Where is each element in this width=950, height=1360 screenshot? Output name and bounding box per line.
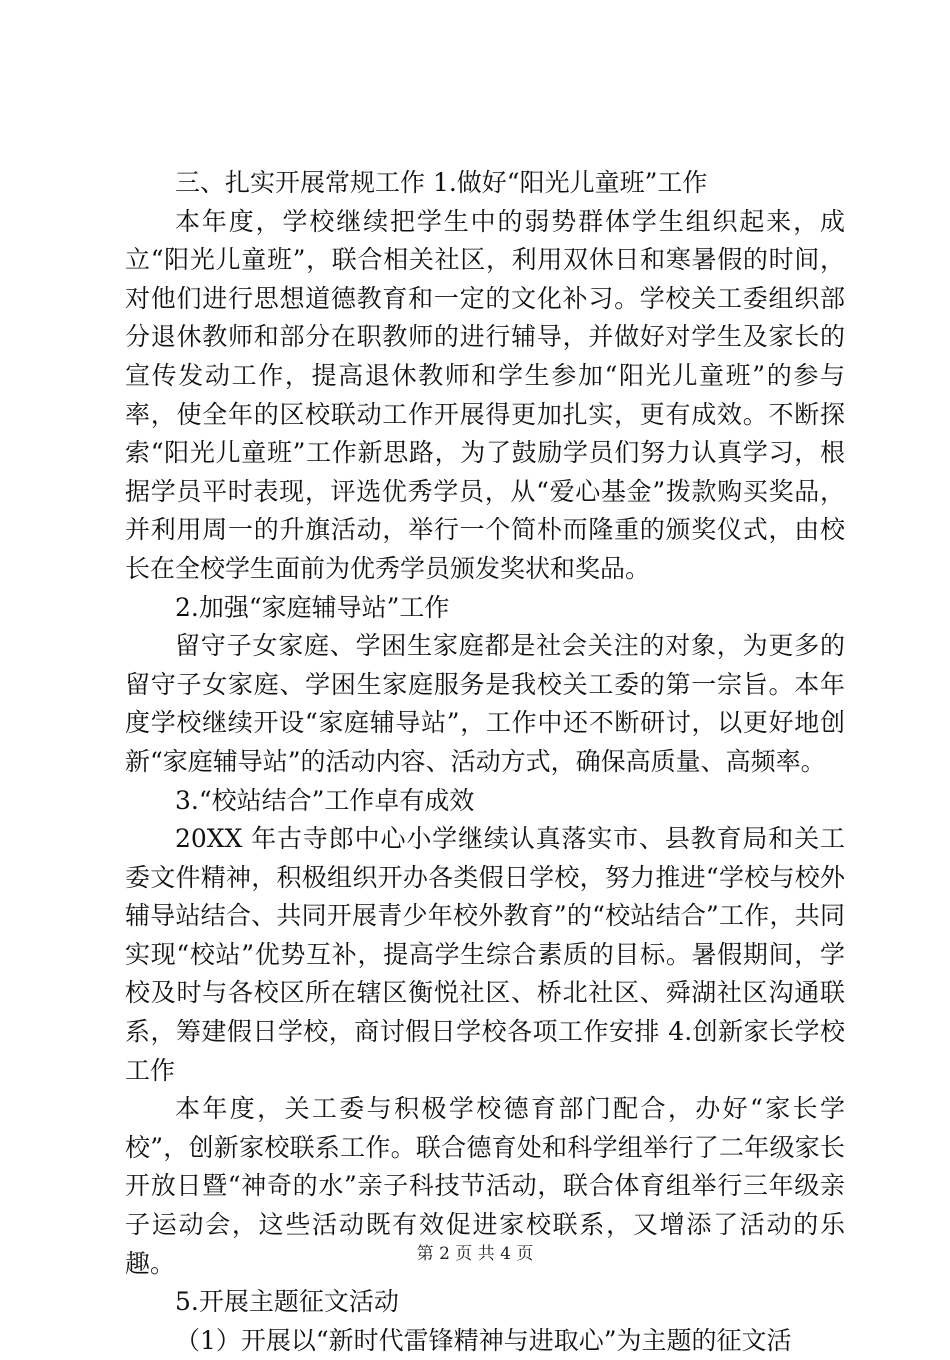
- paragraph-heading-essay: 5.开展主题征文活动: [175, 1287, 399, 1317]
- paragraph-essay-item-1: （1）开展以“新时代雷锋精神与进取心”为主题的征文活: [175, 1325, 792, 1355]
- document-body: [125, 164, 845, 1360]
- paragraph-heading-family-station: 2.加强“家庭辅导站”工作: [175, 592, 450, 622]
- paragraph-family-station: 留守子女家庭、学困生家庭都是社会关注的对象，为更多的留守子女家庭、学困生家庭服务是我校关工委的第一宗旨。本年度学校继续开设“家庭辅导站”，工作中还不断研讨，以更好地创新“家庭辅导站”的活动内容、活动方式，确保高质量、高频率。: [125, 631, 845, 776]
- paragraph-school-station: 20XX 年古寺郎中心小学继续认真落实市、县教育局和关工委文件精神，积极组织开办各类假日学校，努力推进“学校与校外辅导站结合、共同开展青少年校外教育”的“校站结合”工作，共同实现“校站”优势互补，提高学生综合素质的目标。暑假期间，学校及时与各校区所在辖区衡悦社区、桥北社区、舜湖社区沟通联系，筹建假日学校，商讨假日学校各项工作安排 4.创新家长学校工作: [125, 824, 845, 1085]
- paragraph-heading-school-station: 3.“校站结合”工作卓有成效: [175, 785, 475, 815]
- page-number-footer: 第 2 页 共 4 页: [416, 1244, 534, 1264]
- paragraph-parent-school: 本年度，关工委与积极学校德育部门配合，办好“家长学校”，创新家校联系工作。联合德育处和科学组举行了二年级家长开放日暨“神奇的水”亲子科技节活动，联合体育组举行三年级亲子运动会，这些活动既有效促进家校联系，又增添了活动的乐趣。: [125, 1094, 845, 1278]
- paragraph-section-heading: 三、扎实开展常规工作 1.做好“阳光儿童班”工作: [175, 168, 708, 197]
- paragraph-sunshine-class: 本年度，学校继续把学生中的弱势群体学生组织起来，成立“阳光儿童班”，联合相关社区，利用双休日和寒暑假的时间，对他们进行思想道德教育和一定的文化补习。学校关工委组织部分退休教师和部分在职教师的进行辅导，并做好对学生及家长的宣传发动工作，提高退休教师和学生参加“阳光儿童班”的参与率，使全年的区校联动工作开展得更加扎实，更有成效。不断探索“阳光儿童班”工作新思路，为了鼓励学员们努力认真学习，根据学员平时表现，评选优秀学员，从“爱心基金”拨款购买奖品，并利用周一的升旗活动，举行一个简朴而隆重的颁奖仪式，由校长在全校学生面前为优秀学员颁发奖状和奖品。: [125, 206, 845, 583]
